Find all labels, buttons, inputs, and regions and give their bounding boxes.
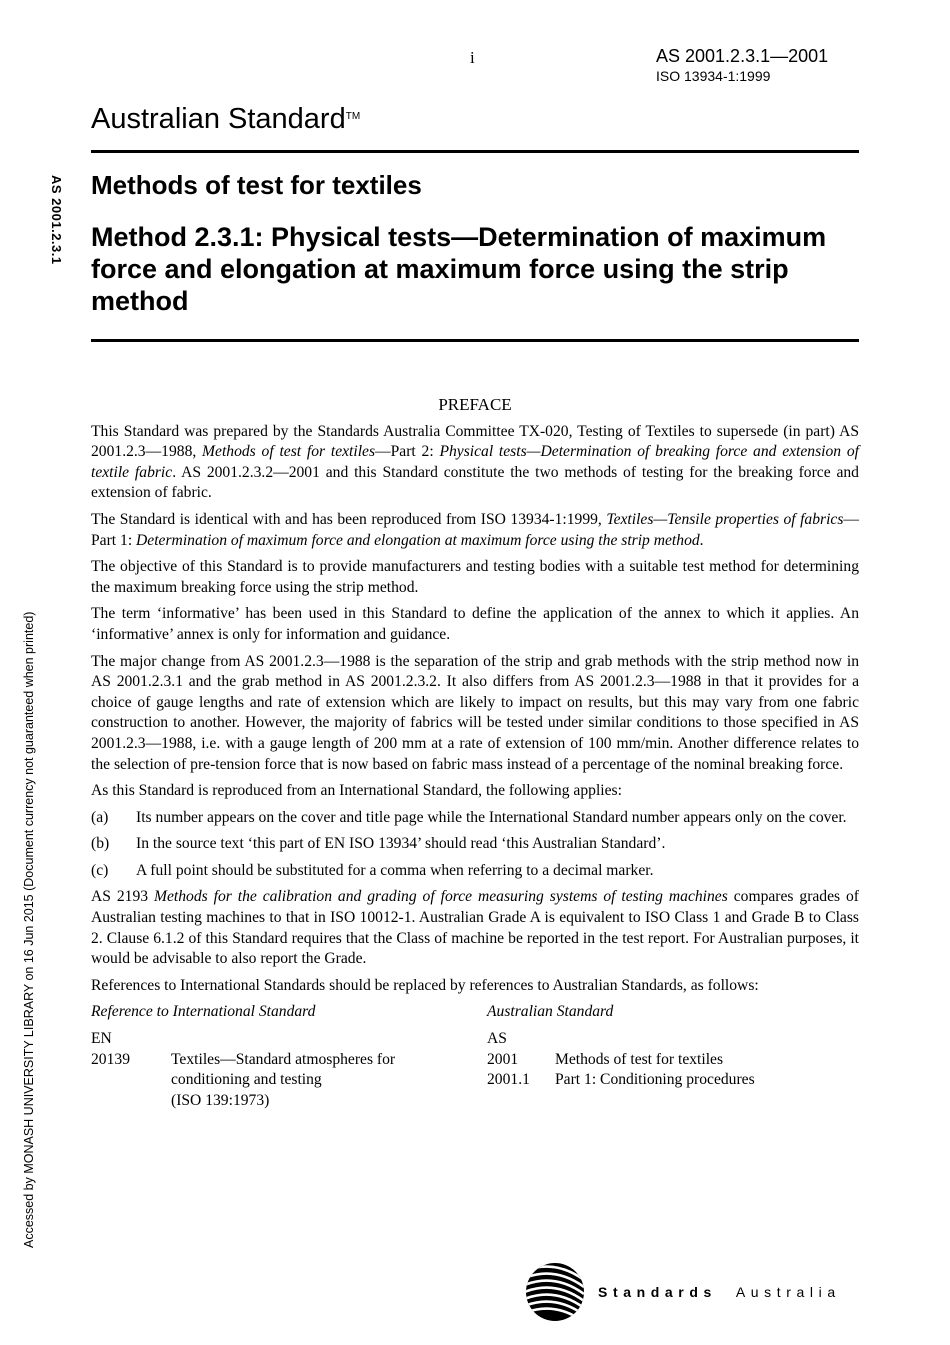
table-row bbox=[487, 1050, 859, 1071]
list-item bbox=[91, 808, 859, 829]
international-reference-heading: Reference to International Standard bbox=[91, 1003, 316, 1021]
preface-paragraph-8: References to International Standards should be replaced by references to Australian Standards, as follows: bbox=[91, 976, 759, 994]
list-label: (b) bbox=[91, 835, 110, 853]
preface-paragraph-1: This Standard was prepared by the Standards Australia Committee TX-020, Testing of Textiles to supersede (in part) AS 2001.2.3—1988, Methods of test for textiles—Part 2: Physical tests—Determination of breaking force and extension of textile fabric. AS 2001.2.3.2—2001 and this Standard constitute the two methods of testing for the breaking force and extension of fabric. bbox=[91, 422, 860, 502]
reference-description: Textiles—Standard atmospheres for conditioning and testing (ISO 139:1973) bbox=[171, 1050, 396, 1109]
standards-australia-logo bbox=[524, 1260, 841, 1324]
reference-number: 2001.1 bbox=[487, 1071, 530, 1089]
list-text: A full point should be substituted for a comma when referring to a decimal marker. bbox=[136, 861, 654, 879]
brand-name: Australian Standard bbox=[91, 103, 346, 135]
reference-number: 2001 bbox=[487, 1050, 519, 1068]
australian-prefix: AS bbox=[487, 1030, 507, 1048]
trademark-mark: TM bbox=[345, 111, 361, 122]
reference-table bbox=[91, 1002, 859, 1111]
list-text: In the source text ‘this part of EN ISO 13934’ should read ‘this Australian Standard’. bbox=[136, 835, 666, 853]
brand-title bbox=[91, 102, 360, 136]
preface-paragraph-7: AS 2193 Methods for the calibration and grading of force measuring systems of testing machines compares grades of Australian testing machines to that in ISO 10012-1. Australian Grade A is equivalent to ISO Class 1 and Grade B to Class 2. Clause 6.1.2 of this Standard requires that the Class of machine be reported in the test report. For Australian purposes, it would be advisable to also report the Grade. bbox=[91, 888, 860, 968]
preface-section bbox=[91, 395, 859, 1111]
list-label: (c) bbox=[91, 861, 109, 879]
australian-standard-column bbox=[487, 1002, 859, 1111]
standards-australia-emblem-icon bbox=[524, 1260, 586, 1324]
australian-standard-heading: Australian Standard bbox=[487, 1003, 614, 1021]
preface-paragraph-5: The major change from AS 2001.2.3—1988 is the separation of the strip and grab methods with the strip method now in AS 2001.2.3.1 and the grab method in AS 2001.2.3.2. It also differs from AS 2001.2.3—1988 in that it provides for a choice of gauge lengths and rate of extension which are likely to impact on results, but this may vary from one fabric construction to another. However, the majority of fabrics will be tested under similar conditions to those specified in AS 2001.2.3—1988, i.e. with a gauge length of 200 mm at a rate of extension of 100 mm/min. Another difference relates to the selection of pre-tension force that is now based on fabric mass instead of a percentage of the nominal breaking force. bbox=[91, 652, 859, 773]
series-title: Methods of test for textiles bbox=[91, 170, 422, 200]
preface-paragraph-6: As this Standard is reproduced from an International Standard, the following applies: bbox=[91, 782, 622, 800]
preface-paragraph-3: The objective of this Standard is to provide manufacturers and testing bodies with a suitable test method for determining the maximum breaking force using the strip method. bbox=[91, 558, 859, 596]
international-reference-column bbox=[91, 1002, 487, 1111]
list-text: Its number appears on the cover and title page while the International Standard number appears only on the cover. bbox=[136, 808, 847, 826]
side-standard-code: AS 2001.2.3.1 bbox=[49, 175, 64, 265]
reference-description: Methods of test for textiles bbox=[555, 1050, 724, 1068]
access-notice: Accessed by MONASH UNIVERSITY LIBRARY on 16 Jun 2015 (Document currency not guaranteed when printed) bbox=[22, 611, 36, 1248]
page-number: i bbox=[470, 48, 475, 67]
table-row bbox=[487, 1070, 859, 1091]
list-label: (a) bbox=[91, 808, 109, 826]
bottom-rule bbox=[91, 339, 859, 342]
iso-number: ISO 13934-1:1999 bbox=[656, 68, 771, 84]
list-item bbox=[91, 861, 859, 882]
standard-number: AS 2001.2.3.1—2001 bbox=[656, 46, 829, 66]
logo-wordmark: Standards Australia bbox=[598, 1284, 841, 1300]
reference-number: 20139 bbox=[91, 1050, 130, 1068]
top-rule bbox=[91, 150, 859, 153]
international-prefix: EN bbox=[91, 1030, 112, 1048]
preface-paragraph-2: The Standard is identical with and has been reproduced from ISO 13934-1:1999, Textiles—Tensile properties of fabrics—Part 1: Determination of maximum force and elongation at maximum force using the strip method. bbox=[91, 510, 859, 549]
preface-paragraph-4: The term ‘informative’ has been used in this Standard to define the application of the annex to which it applies. An ‘informative’ annex is only for information and guidance. bbox=[91, 605, 859, 643]
reference-description: Part 1: Conditioning procedures bbox=[555, 1071, 755, 1089]
method-title: Method 2.3.1: Physical tests—Determination of maximum force and elongation at maximum force using the strip method bbox=[91, 222, 827, 316]
list-item bbox=[91, 834, 859, 855]
preface-heading: PREFACE bbox=[438, 395, 512, 414]
table-row bbox=[91, 1050, 487, 1112]
